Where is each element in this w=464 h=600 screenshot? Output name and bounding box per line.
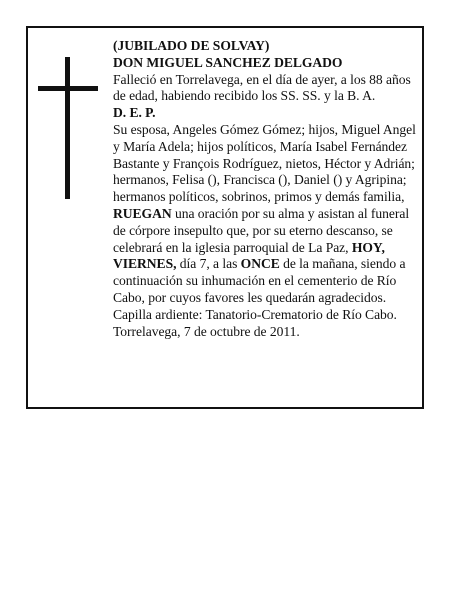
obituary-notice	[26, 26, 424, 409]
family-paragraph: Su esposa, Angeles Gómez Gómez; hijos, Miguel Angel y María Adela; hijos políticos, María Isabel Fernández Bastante y François Rodríguez, nietos, Héctor y Adrián; hermanos, Felisa (), Francisca (), Daniel () y Agripina; hermanos políticos, sobrinos, primos y demás familia,	[113, 121, 416, 205]
subtitle: (JUBILADO DE SOLVAY)	[113, 38, 270, 53]
cross-icon	[38, 57, 98, 199]
time-label: ONCE	[240, 256, 280, 272]
cross-vertical-bar	[65, 57, 70, 199]
request-text-1: una oración por su alma y asistan al funeral de córpore insepulto que, por su eterno descanso, se celebrará en la iglesia parroquial de La Paz,	[113, 205, 410, 255]
request-paragraph	[113, 206, 421, 307]
deceased-name: DON MIGUEL SANCHEZ DELGADO	[113, 54, 343, 70]
chapel-line: Capilla ardiente: Tanatorio-Crematorio de Río Cabo.	[113, 306, 397, 322]
place-date-line: Torrelavega, 7 de octubre de 2011.	[113, 323, 300, 339]
day-label: HOY, VIERNES,	[113, 239, 385, 272]
cross-horizontal-bar	[38, 86, 98, 91]
request-text-3: de la mañana, siendo a continuación su inhumación en el cementerio de Río Cabo, por cuyos favores les quedarán agradecidos.	[113, 256, 406, 305]
death-statement: Falleció en Torrelavega, en el día de ayer, a los 88 años de edad, habiendo recibido los SS. SS. y la B. A.	[113, 71, 411, 104]
request-label: RUEGAN	[113, 205, 172, 221]
obituary-text	[113, 38, 421, 340]
rip-line: D. E. P.	[113, 105, 156, 121]
request-text-2: día 7, a las	[176, 256, 241, 272]
